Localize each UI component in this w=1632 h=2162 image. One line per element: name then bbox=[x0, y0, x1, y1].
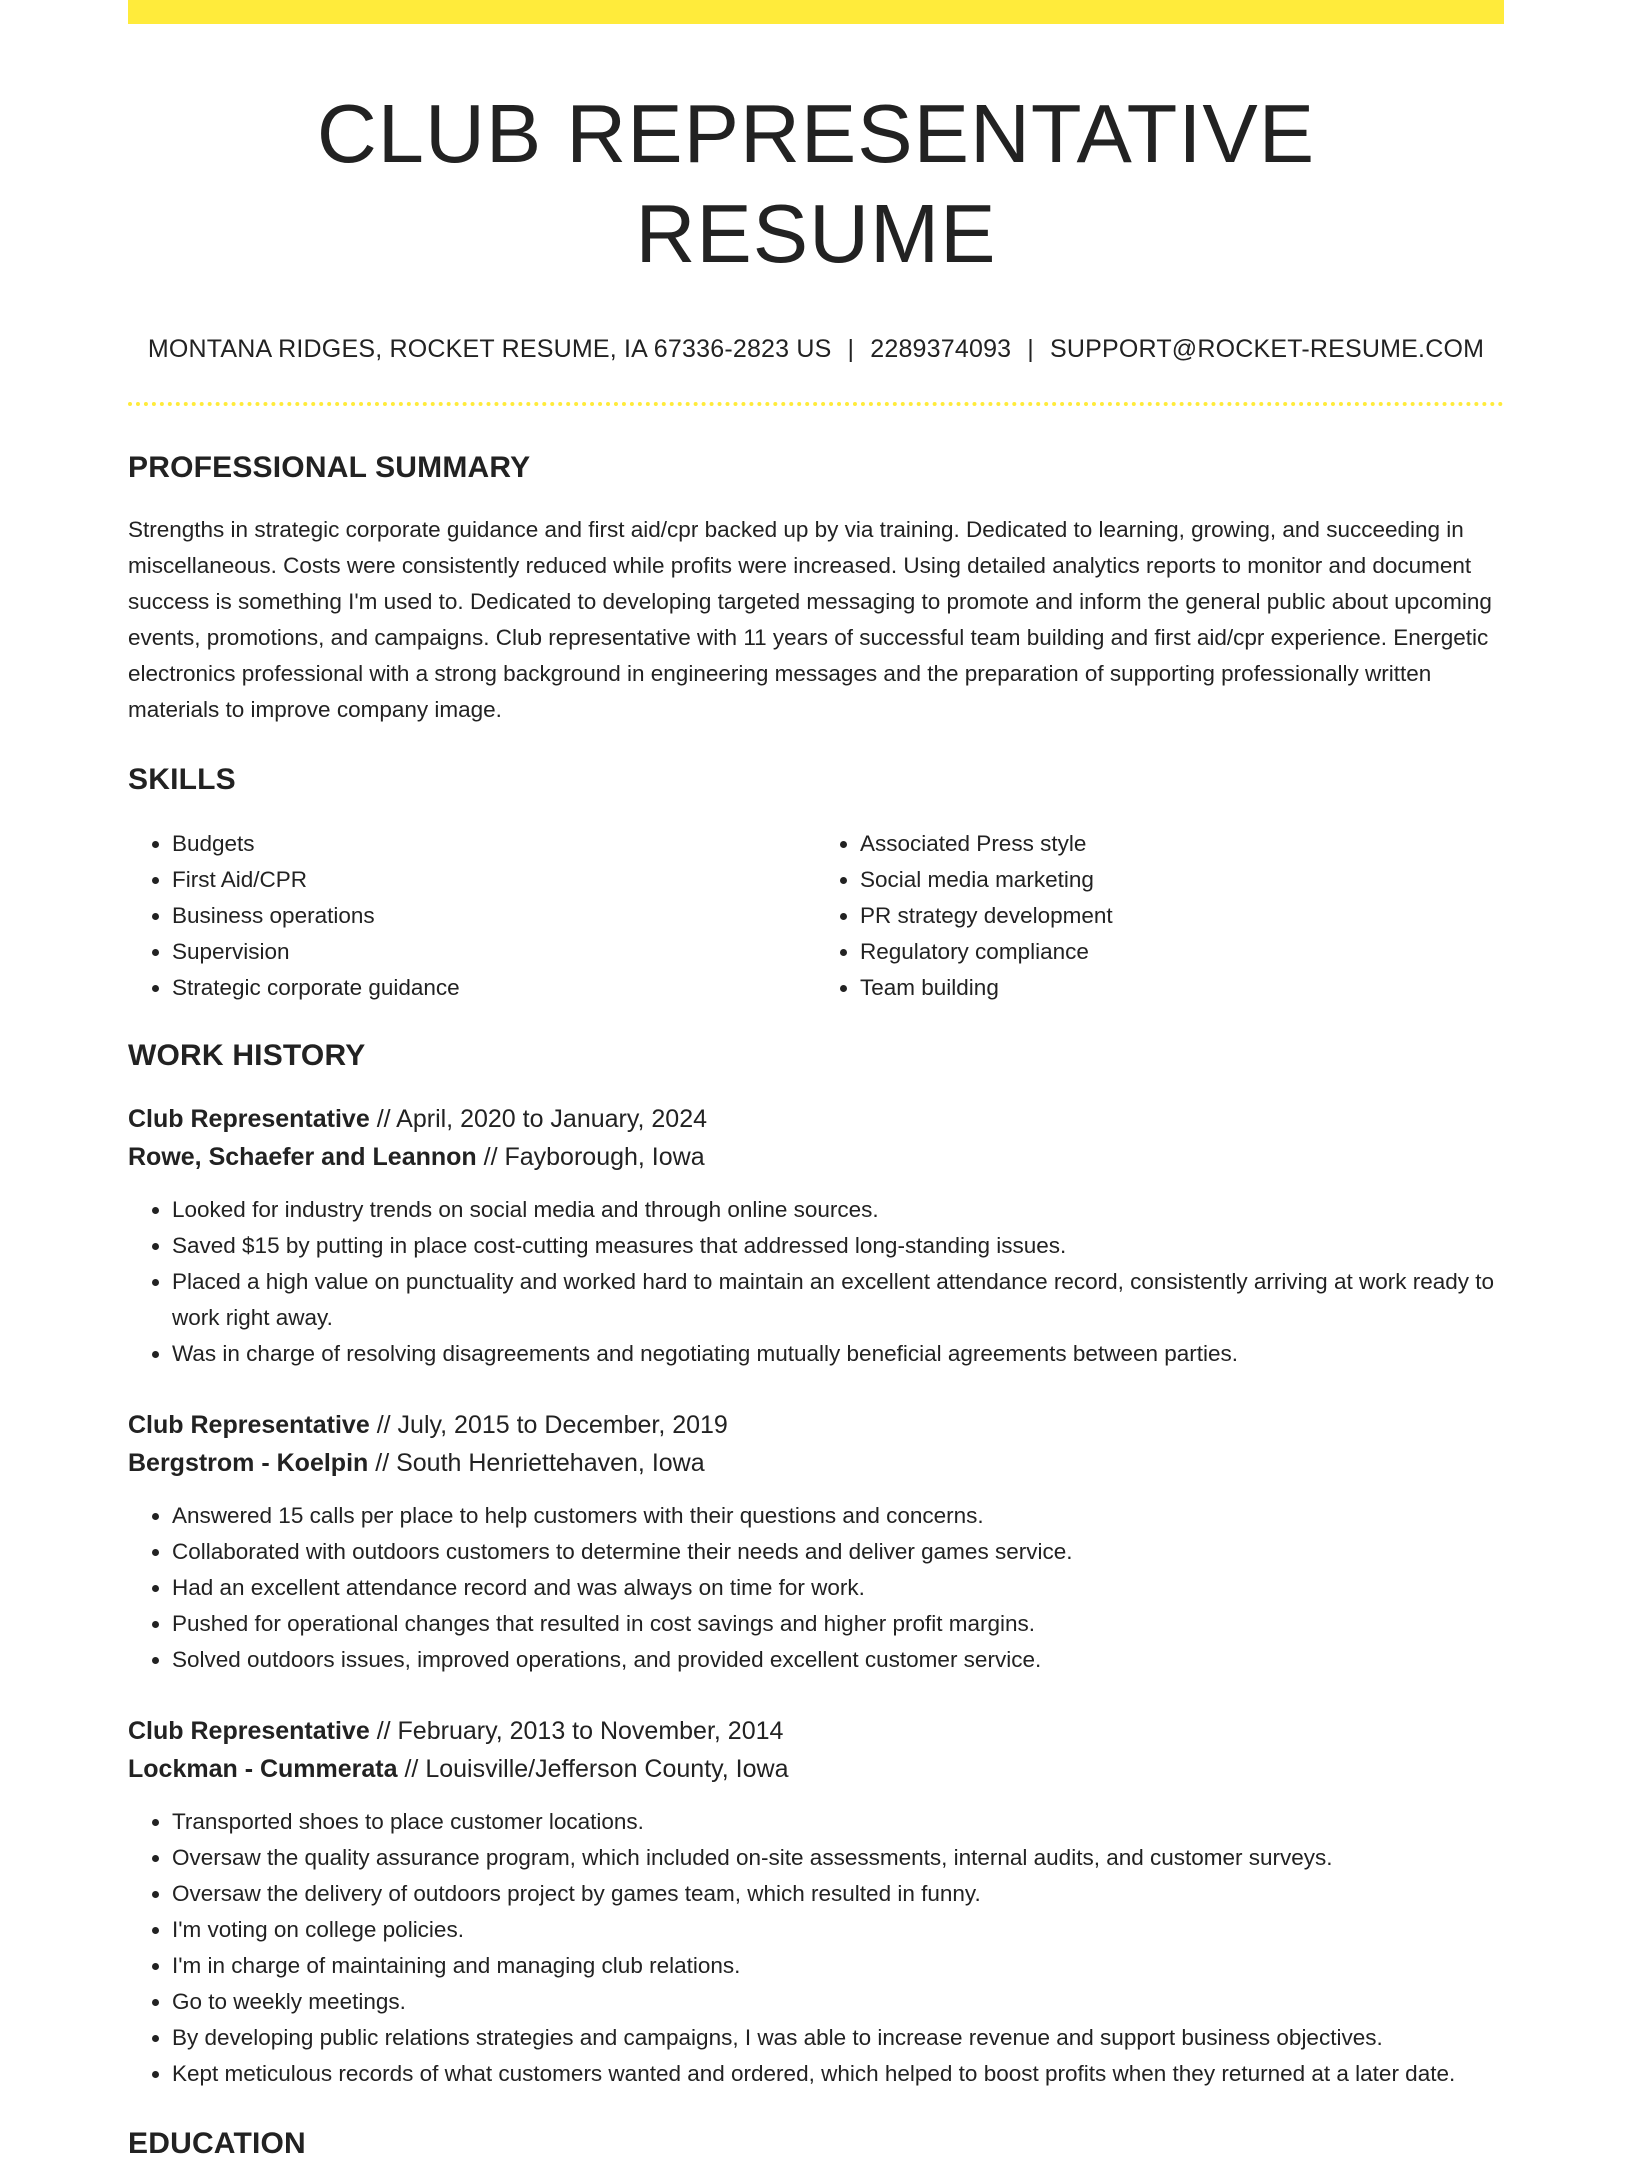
job-company: Rowe, Schaefer and Leannon bbox=[128, 1143, 477, 1171]
skill-item: • Supervision bbox=[172, 934, 816, 970]
job-company: Bergstrom - Koelpin bbox=[128, 1449, 369, 1477]
job-entry bbox=[128, 1712, 1504, 2092]
job-bullet: • Go to weekly meetings. bbox=[172, 1984, 1504, 2020]
skills-column-left bbox=[128, 826, 816, 1006]
job-bullet: • Saved $15 by putting in place cost-cutting measures that addressed long-standing issues. bbox=[172, 1228, 1504, 1264]
job-bullet: • Was in charge of resolving disagreements and negotiating mutually beneficial agreements between parties. bbox=[172, 1336, 1504, 1372]
job-bullet: • Kept meticulous records of what customers wanted and ordered, which helped to boost profits when they returned at a later date. bbox=[172, 2056, 1504, 2092]
education-heading: EDUCATION bbox=[128, 2127, 306, 2160]
contact-email: SUPPORT@ROCKET-RESUME.COM bbox=[1050, 335, 1485, 363]
skill-item: • Business operations bbox=[172, 898, 816, 934]
job-bullet: • Pushed for operational changes that resulted in cost savings and higher profit margins. bbox=[172, 1606, 1504, 1642]
contact-separator: | bbox=[1027, 335, 1034, 363]
job-bullet: • Transported shoes to place customer locations. bbox=[172, 1804, 1504, 1840]
job-company-line bbox=[128, 1444, 1504, 1482]
skill-item: • PR strategy development bbox=[860, 898, 1504, 934]
job-location: // South Henriettehaven, Iowa bbox=[375, 1449, 705, 1477]
skills-list bbox=[128, 826, 1504, 1006]
job-bullets bbox=[128, 1804, 1504, 2092]
resume-page bbox=[128, 0, 1504, 2162]
resume-title: CLUB REPRESENTATIVE RESUME bbox=[316, 87, 1316, 280]
top-accent-bar bbox=[128, 0, 1504, 24]
job-company-line bbox=[128, 1750, 1504, 1788]
job-title-line bbox=[128, 1100, 1504, 1138]
job-bullet: • Oversaw the quality assurance program, which included on-site assessments, internal audits, and customer surveys. bbox=[172, 1840, 1504, 1876]
job-bullet: • Had an excellent attendance record and was always on time for work. bbox=[172, 1570, 1504, 1606]
job-bullet: • I'm in charge of maintaining and managing club relations. bbox=[172, 1948, 1504, 1984]
job-entry bbox=[128, 1100, 1504, 1372]
contact-address: MONTANA RIDGES, ROCKET RESUME, IA 67336-2823 US bbox=[147, 335, 832, 363]
job-location: // Fayborough, Iowa bbox=[483, 1143, 705, 1171]
summary-heading: PROFESSIONAL SUMMARY bbox=[128, 451, 531, 484]
job-bullet: • Collaborated with outdoors customers to determine their needs and deliver games service. bbox=[172, 1534, 1504, 1570]
job-company-line bbox=[128, 1138, 1504, 1176]
dotted-divider bbox=[128, 402, 1504, 406]
job-dates: // April, 2020 to January, 2024 bbox=[376, 1105, 708, 1133]
contact-phone: 2289374093 bbox=[870, 335, 1012, 363]
skill-item: • Strategic corporate guidance bbox=[172, 970, 816, 1006]
job-dates: // February, 2013 to November, 2014 bbox=[376, 1717, 784, 1745]
work-history-heading: WORK HISTORY bbox=[128, 1039, 366, 1072]
job-bullet: • Looked for industry trends on social media and through online sources. bbox=[172, 1192, 1504, 1228]
job-title-line bbox=[128, 1712, 1504, 1750]
job-bullet: • I'm voting on college policies. bbox=[172, 1912, 1504, 1948]
job-bullets bbox=[128, 1498, 1504, 1678]
skills-heading: SKILLS bbox=[128, 763, 236, 796]
job-title-line bbox=[128, 1406, 1504, 1444]
skill-item: • First Aid/CPR bbox=[172, 862, 816, 898]
job-title: Club Representative bbox=[128, 1717, 370, 1745]
job-bullet: • Answered 15 calls per place to help customers with their questions and concerns. bbox=[172, 1498, 1504, 1534]
job-bullet: • Placed a high value on punctuality and worked hard to maintain an excellent attendance record, consistently arriving at work ready to work right away. bbox=[172, 1264, 1504, 1336]
job-entry bbox=[128, 1406, 1504, 1678]
job-title: Club Representative bbox=[128, 1411, 370, 1439]
job-bullet: • By developing public relations strategies and campaigns, I was able to increase revenue and support business objectives. bbox=[172, 2020, 1504, 2056]
skills-column-right bbox=[816, 826, 1504, 1006]
job-bullets bbox=[128, 1192, 1504, 1372]
skill-item: • Team building bbox=[860, 970, 1504, 1006]
contact-separator: | bbox=[847, 335, 855, 363]
job-dates: // July, 2015 to December, 2019 bbox=[376, 1411, 728, 1439]
summary-text: Strengths in strategic corporate guidance and first aid/cpr backed up by via training. Dedicated to learning, growing, and succeeding in miscellaneous. Costs were consistently reduced while profits were increased. Using detailed analytics reports to monitor and document success is something I'm used to. Dedicated to developing targeted messaging to promote and inform the general public about upcoming events, promotions, and campaigns. Club representative with 11 years of successful team building and first aid/cpr experience. Energetic electronics professional with a strong background in engineering messages and the preparation of supporting professionally written materials to improve company image. bbox=[128, 517, 1492, 722]
skill-item: • Regulatory compliance bbox=[860, 934, 1504, 970]
job-bullet: • Oversaw the delivery of outdoors project by games team, which resulted in funny. bbox=[172, 1876, 1504, 1912]
skill-item: • Associated Press style bbox=[860, 826, 1504, 862]
job-location: // Louisville/Jefferson County, Iowa bbox=[404, 1755, 789, 1783]
skill-item: • Budgets bbox=[172, 826, 816, 862]
job-company: Lockman - Cummerata bbox=[128, 1755, 398, 1783]
job-title: Club Representative bbox=[128, 1105, 370, 1133]
skill-item: • Social media marketing bbox=[860, 862, 1504, 898]
job-bullet: • Solved outdoors issues, improved operations, and provided excellent customer service. bbox=[172, 1642, 1504, 1678]
contact-line bbox=[128, 334, 1504, 364]
